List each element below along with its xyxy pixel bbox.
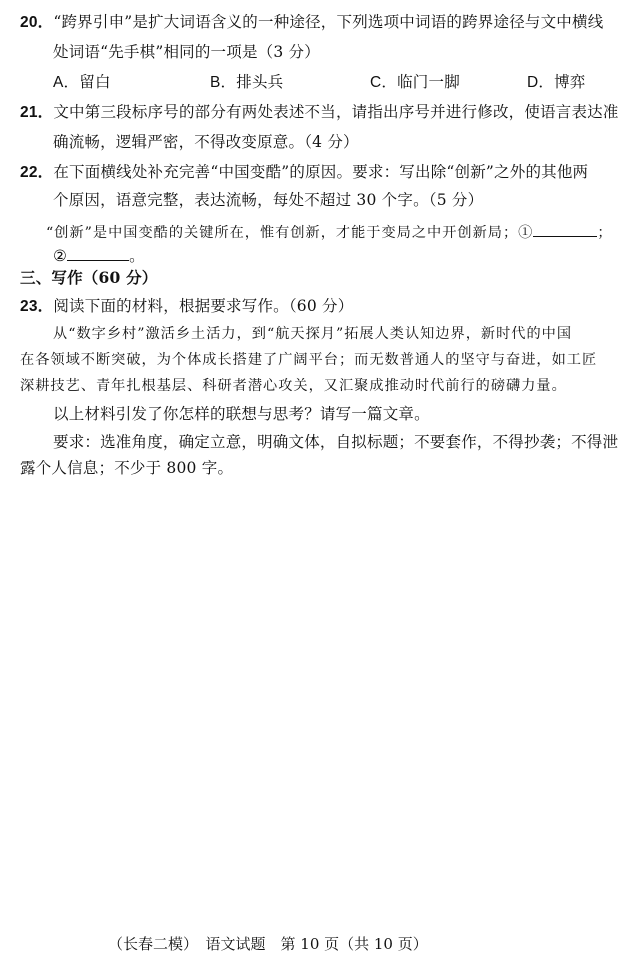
q20-option-a: A．留白 — [53, 73, 111, 91]
q20-stem-line1: “跨界引申”是扩大词语含义的一种途径，下列选项中词语的跨界途径与文中横线 — [53, 13, 604, 31]
q22-stem-line1: 在下面横线处补充完善“中国变酷”的原因。要求：写出除“创新”之外的其他两 — [53, 163, 589, 181]
q23-material-line1: 从“数字乡村”激活乡土活力，到“航天探月”拓展人类认知边界，新时代的中国 — [53, 326, 573, 342]
q23-line1 — [20, 296, 353, 317]
q22-number: 22． — [20, 164, 54, 181]
q23-requirements-line2: 露个人信息；不少于 800 字。 — [20, 459, 234, 477]
q22-answer-blank-2[interactable] — [67, 244, 129, 261]
q20-line2: 处词语“先手棋”相同的一项是（3 分） — [53, 43, 320, 61]
q21-line2: 确流畅，逻辑严密，不得改变原意。（4 分） — [53, 133, 359, 151]
q20-option-b: B．排头兵 — [210, 73, 284, 91]
q22-blank1-end: ； — [597, 225, 613, 241]
q22-prompt-text: “创新”是中国变酷的关键所在，惟有创新，才能于变局之中开创新局； — [46, 225, 519, 241]
q22-prompt-line — [46, 220, 613, 243]
q20-number: 20． — [20, 14, 54, 31]
q20-option-d: D．博弈 — [527, 73, 586, 91]
q22-blank2-end: 。 — [129, 247, 145, 265]
q23-number: 23． — [20, 298, 54, 315]
section3-title: 三、写作（60 分） — [20, 268, 158, 287]
q22-blank1-marker: ① — [518, 225, 534, 241]
q20-line1 — [20, 12, 603, 33]
q22-answer-blank-1[interactable] — [533, 220, 597, 237]
page-footer: （长春二模） 语文试题 第 10 页（共 10 页） — [108, 935, 428, 953]
q22-line1 — [20, 162, 588, 183]
q23-instruction: 阅读下面的材料，根据要求写作。（60 分） — [53, 297, 354, 315]
q21-number: 21． — [20, 104, 54, 121]
q20-options — [0, 72, 644, 92]
q21-line1 — [20, 102, 619, 123]
q23-prompt: 以上材料引发了你怎样的联想与思考？请写一篇文章。 — [53, 405, 430, 423]
q20-option-c: C．临门一脚 — [370, 73, 460, 91]
q23-material-line2: 在各领域不断突破，为个体成长搭建了广阔平台；而无数普通人的坚守与奋进，如工匠 — [20, 352, 598, 368]
q22-blank2-line — [53, 244, 145, 266]
q22-line2: 个原因，语意完整，表达流畅，每处不超过 30 个字。（5 分） — [53, 191, 484, 209]
q22-blank2-marker: ② — [53, 247, 68, 265]
q23-requirements-line1: 要求：选准角度，确定立意，明确文体，自拟标题；不要套作，不得抄袭；不得泄 — [53, 433, 619, 451]
q21-stem-line1: 文中第三段标序号的部分有两处表述不当，请指出序号并进行修改，使语言表达准 — [53, 103, 619, 121]
q23-material-line3: 深耕技艺、青年扎根基层、科研者潜心攻关，又汇聚成推动时代前行的磅礴力量。 — [20, 378, 567, 394]
